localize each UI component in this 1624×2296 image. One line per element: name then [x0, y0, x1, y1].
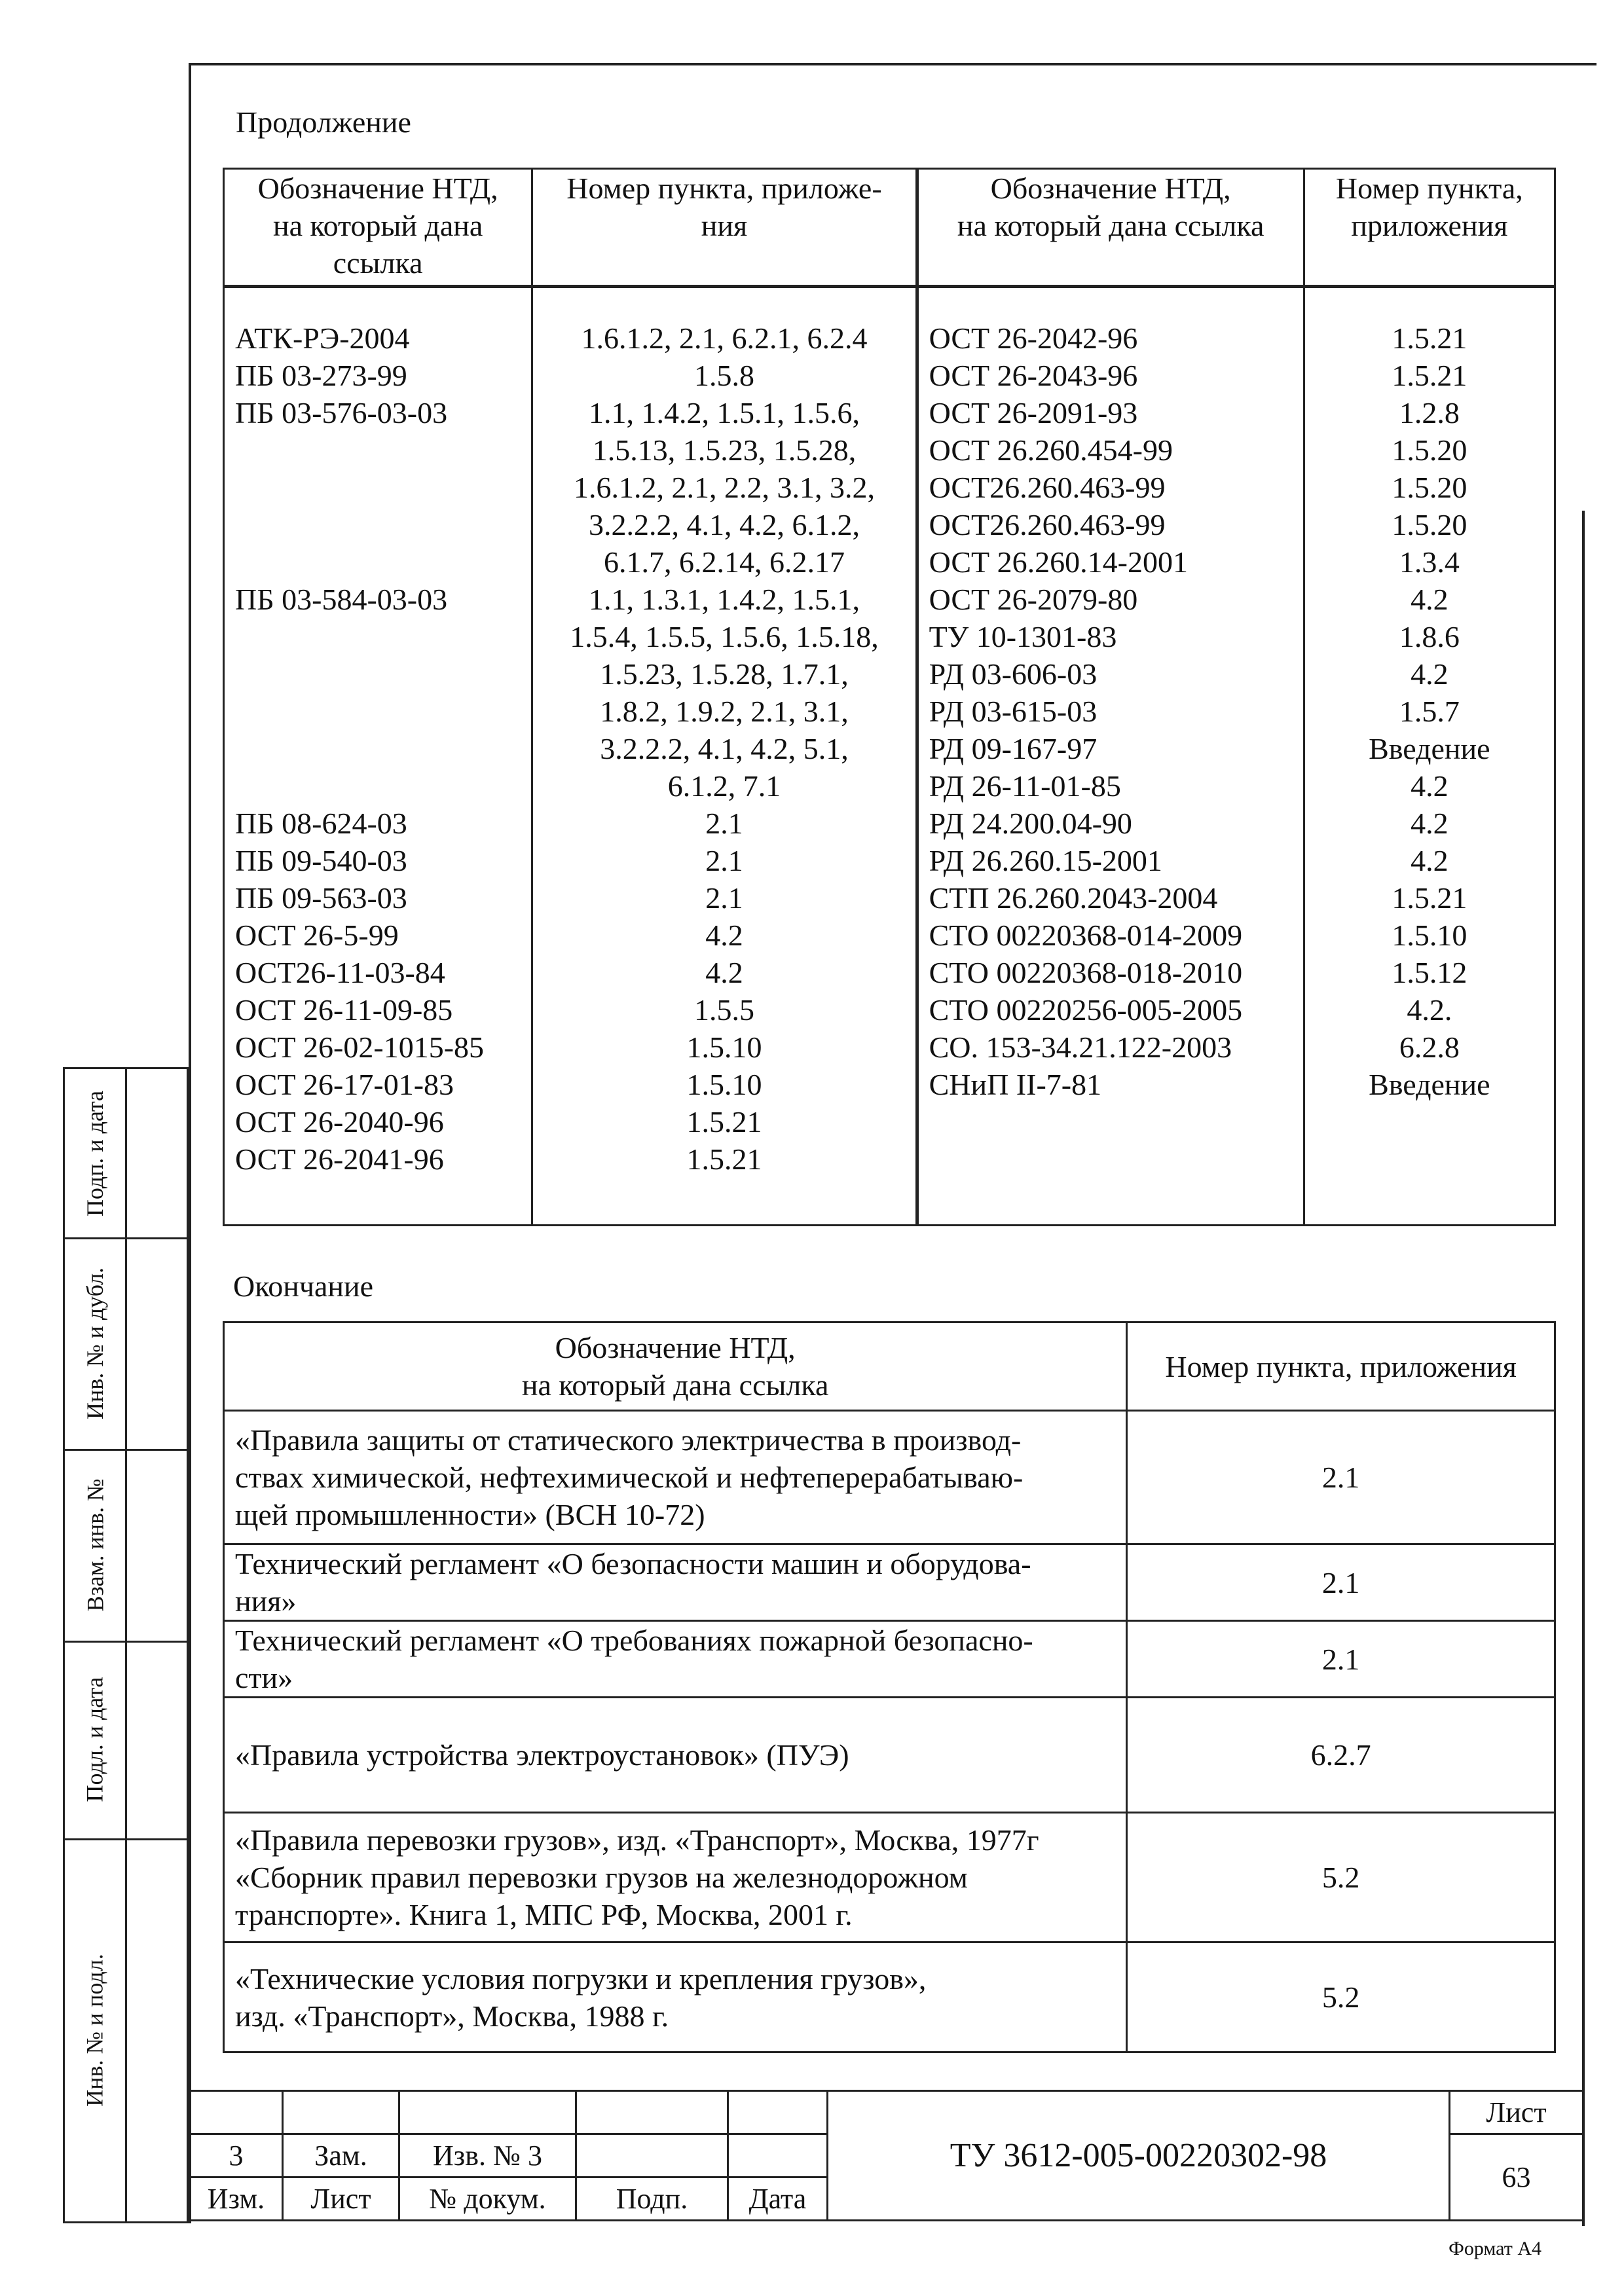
ending-item-ref: 2.1 [1127, 1411, 1555, 1544]
format-label: Формат А4 [1449, 2238, 1541, 2259]
ending-header-item: Номер пункта, приложения [1127, 1322, 1555, 1411]
ntd-designation: ПБ 03-273-99 [235, 359, 407, 392]
continuation-title: Продолжение [236, 105, 411, 139]
ntd-item-ref: 6.1.2, 7.1 [667, 769, 781, 803]
ntd-item-ref: 1.1, 1.4.2, 1.5.1, 1.5.6, [588, 396, 860, 429]
ntd-designation: ОСТ 26-5-99 [235, 919, 399, 952]
ending-item-ref: 5.2 [1127, 1813, 1555, 1942]
ending-designation: «Правила устройства электроустановок» (ПУЭ) [224, 1698, 1127, 1813]
label-list: Лист [283, 2178, 399, 2221]
ntd-item-ref: 6.2.8 [1399, 1030, 1460, 1064]
ntd-designation: ОСТ26-11-03-84 [235, 956, 445, 989]
ntd-designation: ПБ 08-624-03 [235, 807, 407, 840]
table-row [224, 1544, 1555, 1621]
ntd-designation: РД 09-167-97 [929, 732, 1098, 765]
ntd-designation: ПБ 03-576-03-03 [235, 396, 448, 429]
side-stamp [63, 1067, 189, 2223]
ntd-designation: ПБ 09-540-03 [235, 844, 407, 877]
ntd-item-ref: 1.6.1.2, 2.1, 2.2, 3.1, 3.2, [573, 471, 875, 504]
header-item-right: Номер пункта, приложения [1304, 169, 1555, 287]
ntd-designation [235, 730, 521, 767]
ntd-designation: РД 26-11-01-85 [929, 769, 1121, 803]
ntd-item-ref: 1.5.21 [686, 1142, 762, 1176]
header-designation: Обозначение НТД, на который дана ссылка [224, 169, 532, 287]
ntd-item-ref: 1.3.4 [1399, 545, 1460, 579]
ntd-item-ref: 1.5.23, 1.5.28, 1.7.1, [600, 657, 849, 691]
ntd-item-ref: 6.1.7, 6.2.14, 6.2.17 [603, 545, 845, 579]
ntd-designation: ПБ 03-584-03-03 [235, 583, 448, 616]
ntd-item-ref: 1.5.5 [693, 993, 754, 1027]
ntd-item-ref: 1.5.10 [686, 1030, 762, 1064]
ending-designation: «Правила перевозки грузов», изд. «Транспорт», Москва, 1977г «Сборник правил перевозки грузов на железнодорожном транспорте». Книга 1, МПС РФ, Москва, 2001 г. [224, 1813, 1127, 1942]
ntd-designation [235, 693, 521, 730]
ntd-item-ref: 1.5.12 [1392, 956, 1467, 989]
ntd-item-ref: 1.5.21 [1392, 359, 1467, 392]
ntd-designation: АТК-РЭ-2004 [235, 321, 410, 355]
rev-number: 3 [190, 2134, 283, 2178]
ntd-designation: ОСТ 26-2091-93 [929, 396, 1138, 429]
ntd-item-ref: 4.2 [1411, 769, 1449, 803]
ntd-item-ref: 1.6.1.2, 2.1, 6.2.1, 6.2.4 [581, 321, 868, 355]
ntd-item-ref: 4.2 [1411, 807, 1449, 840]
ending-table [223, 1321, 1556, 2053]
label-izm: Изм. [190, 2178, 283, 2221]
ntd-designation: ОСТ26.260.463-99 [929, 508, 1166, 541]
ntd-designation: ОСТ 26-2042-96 [929, 321, 1138, 355]
ntd-designation: ОСТ 26-2043-96 [929, 359, 1138, 392]
label-sign: Подп. [576, 2178, 728, 2221]
left-designation-column [224, 287, 532, 1226]
right-item-column [1304, 287, 1555, 1226]
ntd-designation [235, 543, 521, 581]
side-label-sign-date: Подп. и дата [82, 1090, 109, 1216]
ntd-designation: ОСТ26.260.463-99 [929, 471, 1166, 504]
ending-item-ref: 6.2.7 [1127, 1698, 1555, 1813]
frame-top-line [189, 63, 1596, 65]
ntd-designation [235, 767, 521, 805]
ntd-designation [235, 655, 521, 693]
table-row [224, 1698, 1555, 1813]
ntd-item-ref: Введение [1369, 1068, 1490, 1101]
ending-item-ref: 5.2 [1127, 1942, 1555, 2052]
ntd-item-ref: 1.5.10 [686, 1068, 762, 1101]
ntd-item-ref: 1.8.2, 1.9.2, 2.1, 3.1, [600, 695, 849, 728]
ntd-item-ref: 1.5.20 [1392, 433, 1467, 467]
sheet-number: 63 [1450, 2134, 1583, 2221]
ending-designation: Технический регламент «О требованиях пожарной безопасно- сти» [224, 1621, 1127, 1698]
ntd-item-ref: 1.5.10 [1392, 919, 1467, 952]
ntd-item-ref: 4.2 [705, 919, 743, 952]
ntd-item-ref: 4.2. [1407, 993, 1452, 1027]
ntd-item-ref: 1.5.7 [1399, 695, 1460, 728]
ntd-designation: ОСТ 26-2040-96 [235, 1105, 444, 1139]
ntd-item-ref: 4.2 [705, 956, 743, 989]
label-doc: № докум. [399, 2178, 576, 2221]
ntd-designation [235, 506, 521, 543]
ntd-item-ref: 4.2 [1411, 583, 1449, 616]
ntd-item-ref: 2.1 [705, 807, 743, 840]
table-row [224, 1411, 1555, 1544]
ntd-designation: ТУ 10-1301-83 [929, 620, 1117, 653]
frame-right-line [1582, 511, 1585, 2226]
ntd-item-ref: 1.8.6 [1399, 620, 1460, 653]
ntd-item-ref: 1.5.4, 1.5.5, 1.5.6, 1.5.18, [570, 620, 879, 653]
ending-header-designation: Обозначение НТД, на который дана ссылка [224, 1322, 1127, 1411]
ntd-designation: ОСТ 26-11-09-85 [235, 993, 453, 1027]
ntd-designation: СНиП II-7-81 [929, 1068, 1102, 1101]
continuation-table [223, 168, 1556, 1226]
ending-item-ref: 2.1 [1127, 1621, 1555, 1698]
ntd-designation: ОСТ 26.260.454-99 [929, 433, 1173, 467]
rev-doc: Изв. № 3 [399, 2134, 576, 2178]
ntd-designation: ОСТ 26.260.14-2001 [929, 545, 1188, 579]
side-label-replace-inv: Взам. инв. № [82, 1478, 108, 1611]
right-designation-column [917, 287, 1304, 1226]
ntd-item-ref: 1.5.21 [686, 1105, 762, 1139]
ending-item-ref: 2.1 [1127, 1544, 1555, 1621]
ntd-item-ref: 1.5.13, 1.5.23, 1.5.28, [592, 433, 857, 467]
ntd-item-ref: 1.5.21 [1392, 881, 1467, 915]
header-designation-right: Обозначение НТД, на который дана ссылка [917, 169, 1304, 287]
ntd-designation: РД 03-615-03 [929, 695, 1098, 728]
ntd-designation: РД 03-606-03 [929, 657, 1098, 691]
side-label-inv-orig: Инв. № и подл. [82, 1953, 109, 2107]
document-code: ТУ 3612-005-00220302-98 [828, 2091, 1450, 2221]
table-row [224, 1942, 1555, 2052]
ntd-item-ref: 3.2.2.2, 4.1, 4.2, 5.1, [600, 732, 849, 765]
ntd-designation: СТП 26.260.2043-2004 [929, 881, 1218, 915]
ntd-item-ref: 2.1 [705, 844, 743, 877]
ntd-item-ref: Введение [1369, 732, 1490, 765]
ntd-designation: ОСТ 26-02-1015-85 [235, 1030, 485, 1064]
ntd-designation: ОСТ 26-2041-96 [235, 1142, 444, 1176]
ntd-item-ref: 4.2 [1411, 844, 1449, 877]
ending-designation: Технический регламент «О безопасности машин и оборудова- ния» [224, 1544, 1127, 1621]
ntd-designation [235, 469, 521, 506]
frame-left-line [189, 63, 191, 2223]
label-date: Дата [728, 2178, 828, 2221]
side-label-orig-date: Подл. и дата [82, 1677, 108, 1802]
ntd-designation: СТО 00220256-005-2005 [929, 993, 1243, 1027]
ntd-designation [235, 431, 521, 469]
ntd-item-ref: 1.5.20 [1392, 471, 1467, 504]
title-block [189, 2090, 1584, 2221]
ntd-item-ref: 3.2.2.2, 4.1, 4.2, 6.1.2, [588, 508, 860, 541]
ntd-item-ref: 1.5.8 [693, 359, 754, 392]
ntd-item-ref: 1.1, 1.3.1, 1.4.2, 1.5.1, [588, 583, 860, 616]
ntd-item-ref: 1.5.20 [1392, 508, 1467, 541]
ntd-designation: СТО 00220368-014-2009 [929, 919, 1243, 952]
sheet-label: Лист [1450, 2091, 1583, 2134]
ending-title: Окончание [233, 1269, 374, 1303]
ntd-item-ref: 2.1 [705, 881, 743, 915]
side-label-inv-dupl: Инв. № и дубл. [82, 1267, 109, 1419]
ending-designation: «Правила защиты от статического электричества в производ- ствах химической, нефтехимической и нефтеперерабатываю- щей промышленности» (ВСН 10-72) [224, 1411, 1127, 1544]
ntd-item-ref: 1.5.21 [1392, 321, 1467, 355]
ntd-designation: РД 26.260.15-2001 [929, 844, 1162, 877]
table-row [224, 1813, 1555, 1942]
left-item-column [532, 287, 917, 1226]
ntd-item-ref: 4.2 [1411, 657, 1449, 691]
ntd-designation: ОСТ 26-17-01-83 [235, 1068, 454, 1101]
header-item: Номер пункта, приложе- ния [532, 169, 917, 287]
ntd-designation: РД 24.200.04-90 [929, 807, 1132, 840]
ntd-designation: ОСТ 26-2079-80 [929, 583, 1138, 616]
ending-designation: «Технические условия погрузки и крепления грузов», изд. «Транспорт», Москва, 1988 г. [224, 1942, 1127, 2052]
ntd-designation [235, 618, 521, 655]
ntd-item-ref: 1.2.8 [1399, 396, 1460, 429]
ntd-designation: СО. 153-34.21.122-2003 [929, 1030, 1232, 1064]
ntd-designation: ПБ 09-563-03 [235, 881, 407, 915]
ntd-designation: СТО 00220368-018-2010 [929, 956, 1243, 989]
rev-change: Зам. [283, 2134, 399, 2178]
table-row [224, 1621, 1555, 1698]
